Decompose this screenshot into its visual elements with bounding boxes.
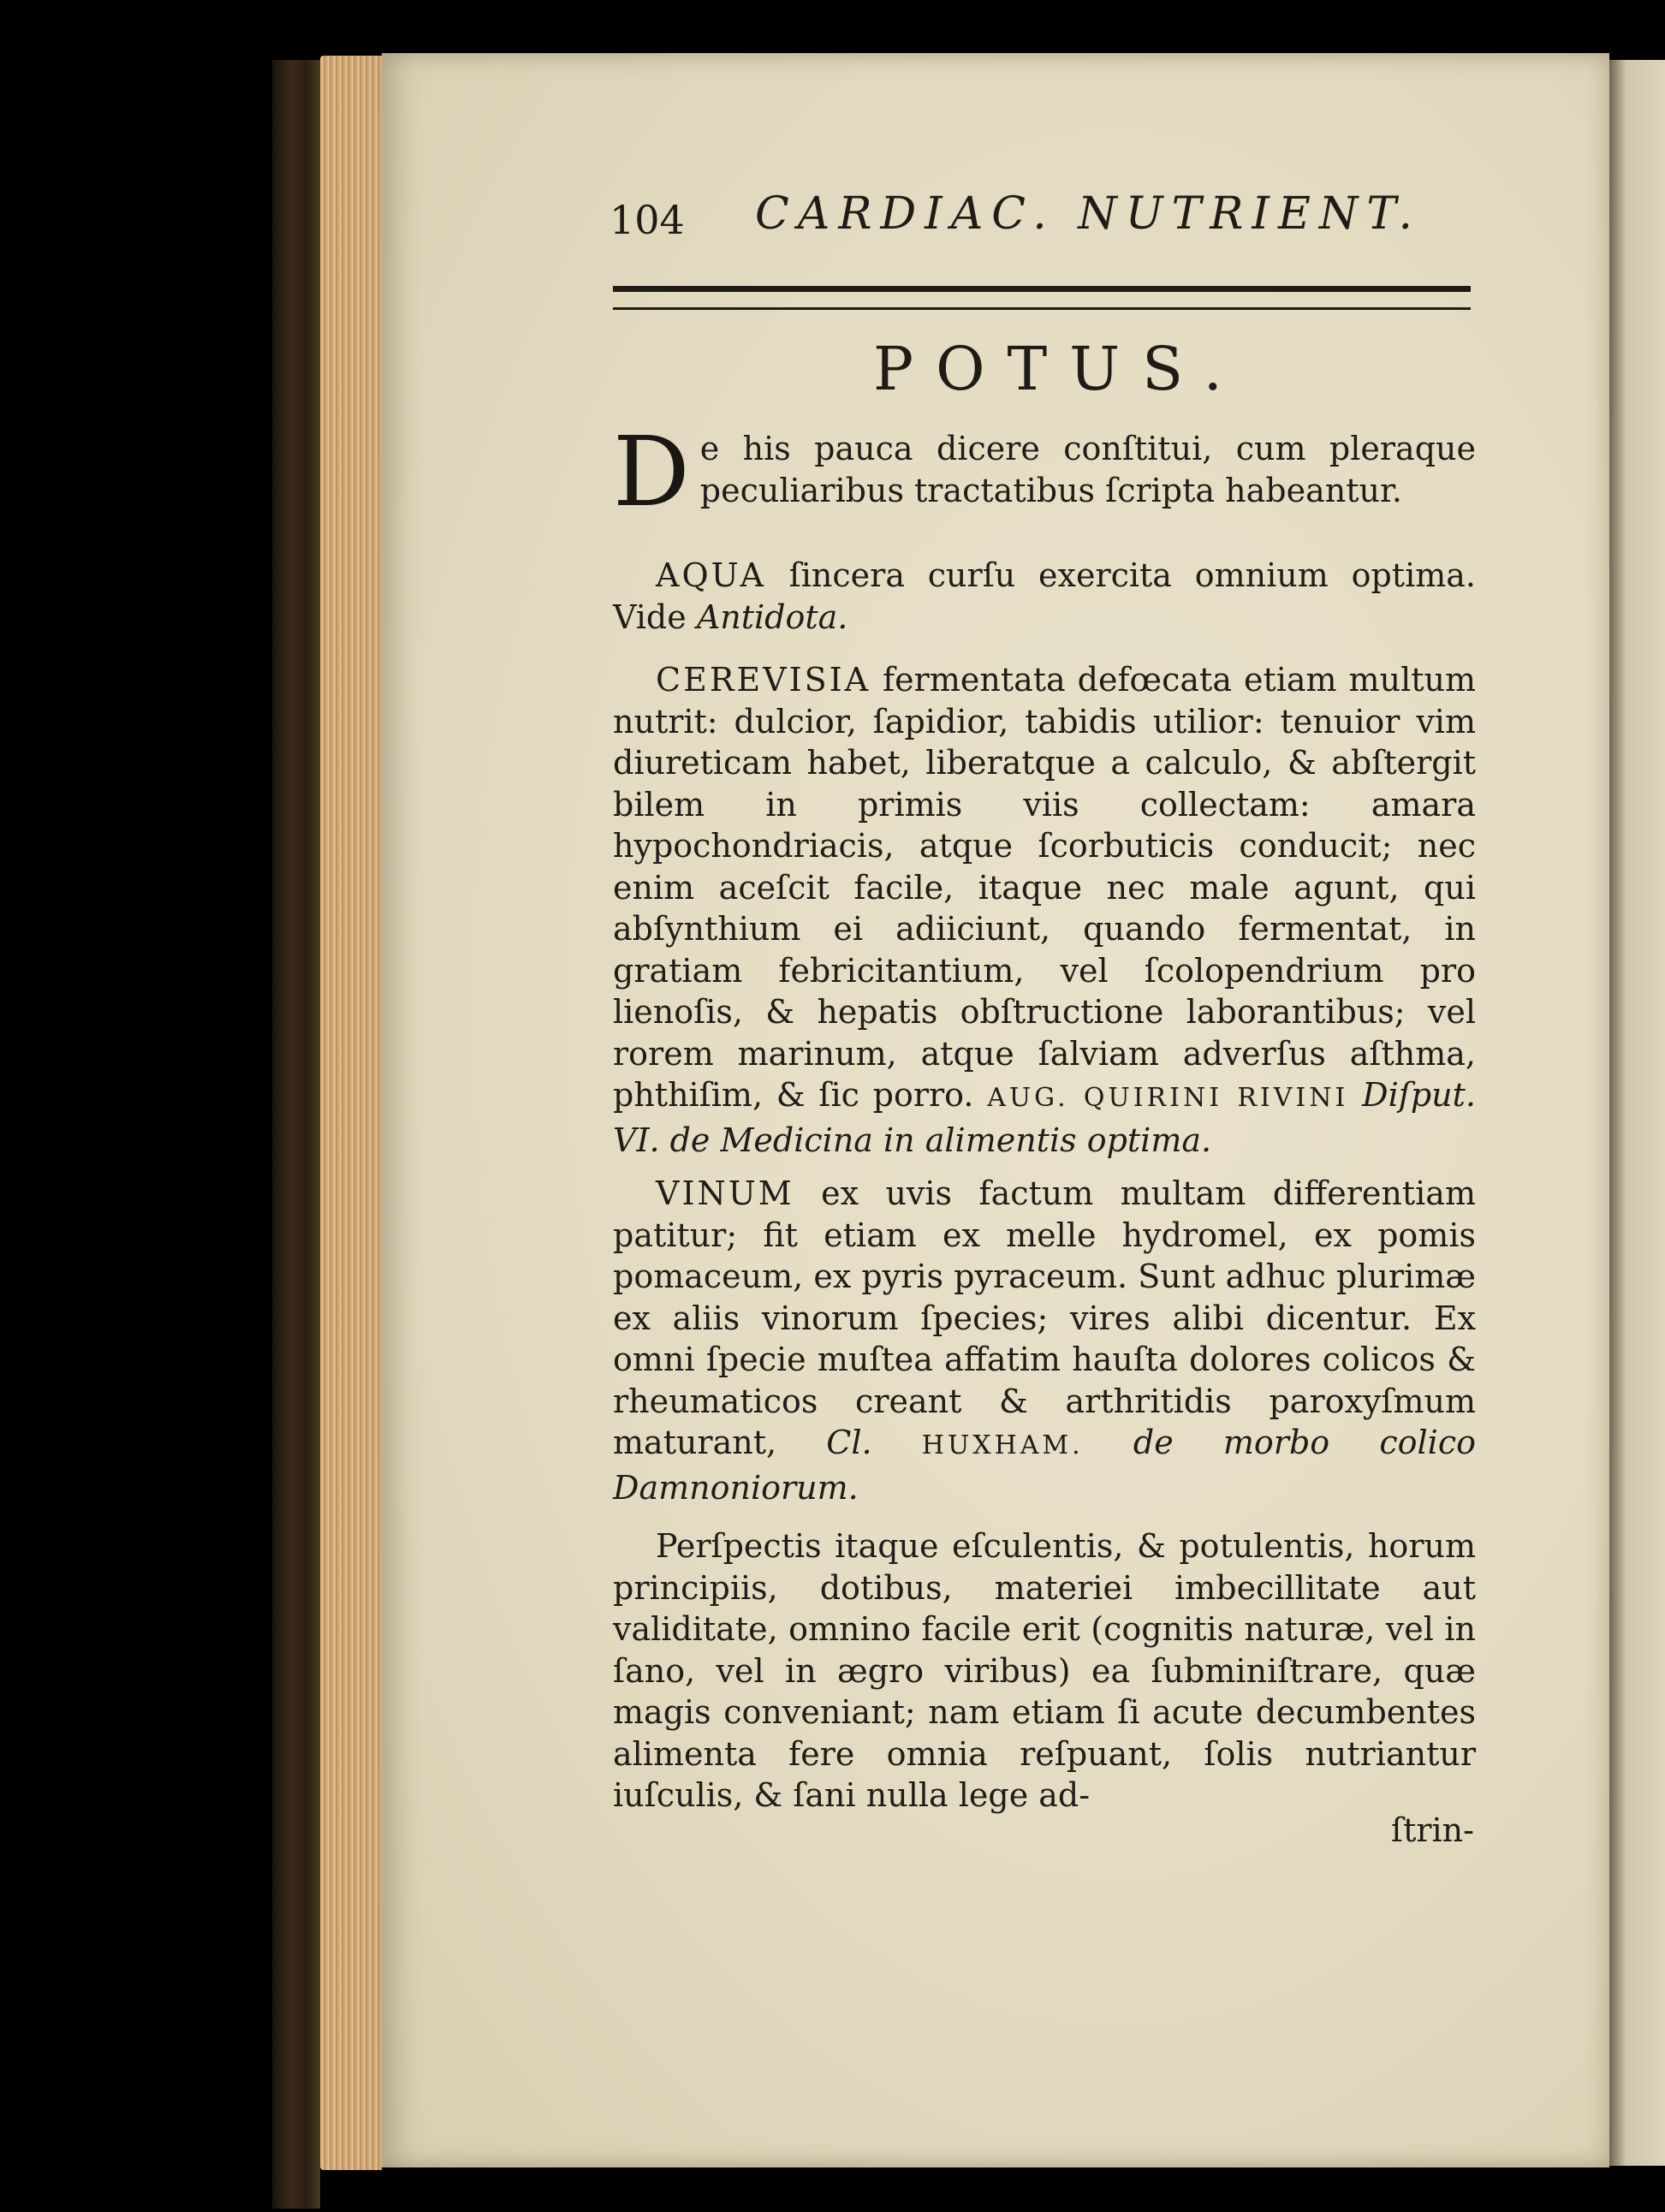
vinum-italic-2: de morbo colico Damnoniorum. bbox=[613, 1424, 1476, 1507]
paragraph-vinum bbox=[613, 1173, 1476, 1508]
running-header bbox=[610, 188, 1491, 257]
running-head: CARDIAC. NUTRIENT. bbox=[755, 188, 1421, 240]
cerevisia-text: fermentata defœcata etiam multum nutrit: dulcior, ſapidior, tabidis utilior: tenuior vim diureticam habet, liberatque a calculo, & abſtergit bilem in primis viis collectam: amara hypochondriacis, atque ſcorbuticis conducit; nec enim aceſcit facile, itaque nec male agunt, qui abſynthium ei adiiciunt, quando fermentat, in gratiam febricitantium, vel ſcolopendrium pro lienoſis, & hepatis obſtructione laborantibus; vel rorem marinum, atque ſalviam adverſus aſthma, phthiſim, & ſic porro. bbox=[613, 661, 1476, 1114]
facing-page-edge bbox=[1609, 60, 1665, 2166]
section-title: POTUS. bbox=[873, 334, 1245, 404]
header-rule bbox=[613, 286, 1471, 310]
cerevisia-author: AUG. QUIRINI RIVINI bbox=[987, 1083, 1349, 1113]
vinum-italic-1: Cl. bbox=[826, 1424, 872, 1461]
closing-text: Perſpectis itaque eſculentis, & potulentis, horum principiis, dotibus, materiei imbecillitate aut validitate, omnino facile erit (cognitis naturæ, vel in ſano, vel in ægro viribus) ea ſubminiſtrare, quæ magis conveniant; nam etiam ſi acute decumbentes alimenta fere omnia reſpuant, ſolis nutriantur iuſculis, & ſani nulla lege ad- bbox=[613, 1527, 1476, 1814]
vinum-text: ex uvis factum multam differentiam patitur; fit etiam ex melle hydromel, ex pomis pomaceum, ex pyris pyraceum. Sunt adhuc plurimæ ex aliis vinorum ſpecies; vires alibi dicentur. Ex omni ſpecie muſtea affatim hauſta dolores colicos & rheumaticos creant & arthritidis paroxyſmum maturant, bbox=[613, 1174, 1476, 1461]
vinum-author: HUXHAM. bbox=[921, 1430, 1084, 1460]
paragraph-cerevisia bbox=[613, 659, 1476, 1161]
vinum-lead: VINUM bbox=[656, 1174, 794, 1212]
aqua-lead: AQUA bbox=[656, 556, 766, 594]
page-number: 104 bbox=[610, 197, 685, 243]
aqua-italic: Antidota. bbox=[696, 598, 848, 636]
cerevisia-italic: Diſput. VI. de Medicina in alimentis optima. bbox=[613, 1076, 1476, 1159]
book-binding bbox=[272, 60, 320, 2209]
page-edges bbox=[320, 56, 382, 2170]
catchword: ſtrin- bbox=[1391, 1811, 1474, 1849]
intro-text: e his pauca dicere conſtitui, cum pleraque peculiaribus tractatibus ſcripta habeantur. bbox=[699, 430, 1476, 509]
aqua-text: ſincera curſu exercita omnium optima. Vide bbox=[613, 556, 1476, 636]
paragraph-aqua bbox=[613, 555, 1476, 638]
paragraph-closing bbox=[613, 1525, 1476, 1817]
drop-cap: D bbox=[613, 417, 690, 528]
cerevisia-lead: CEREVISIA bbox=[656, 661, 871, 699]
paragraph-intro bbox=[613, 417, 1476, 528]
